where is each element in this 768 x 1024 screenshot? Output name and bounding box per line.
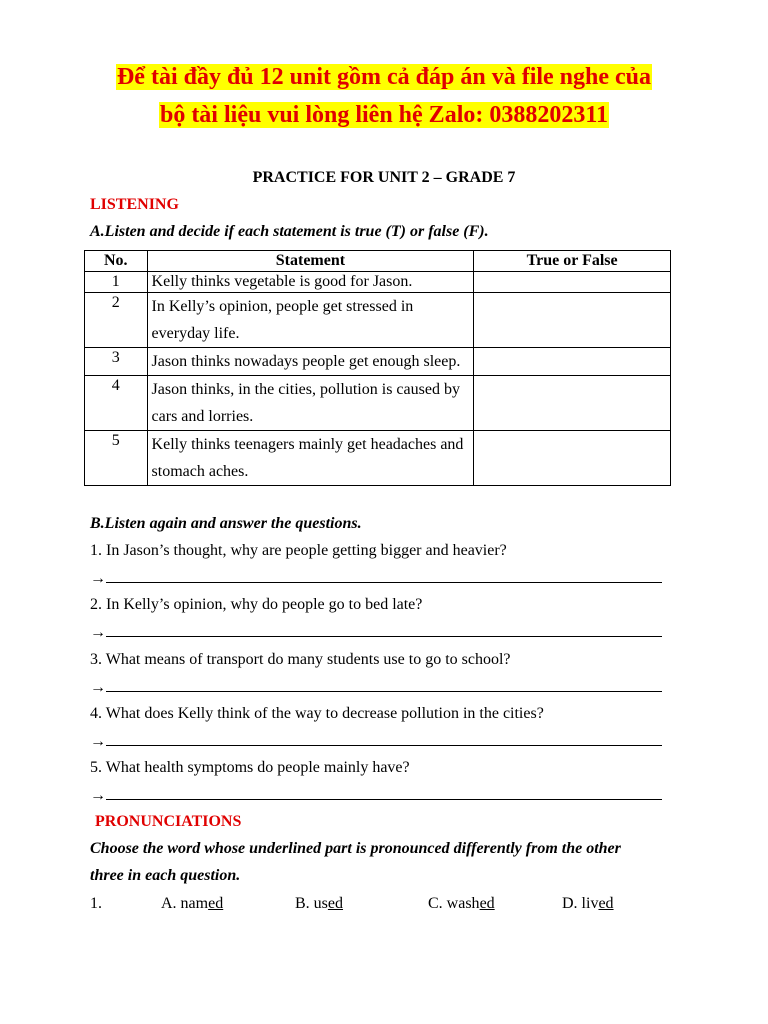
question-number: 1.	[90, 895, 102, 912]
header-true-false: True or False	[474, 251, 671, 272]
table-row	[85, 293, 671, 348]
table-row	[85, 272, 671, 293]
option-c[interactable]: C. washed	[428, 895, 495, 912]
row-number: 1	[85, 272, 148, 293]
answer-line-1[interactable]: →	[90, 569, 662, 588]
row-statement: Jason thinks nowadays people get enough sleep.	[147, 348, 474, 376]
row-answer-cell[interactable]	[474, 348, 671, 376]
question-2: 2. In Kelly’s opinion, why do people go to bed late?	[90, 596, 423, 613]
worksheet-title: PRACTICE FOR UNIT 2 – GRADE 7	[252, 169, 516, 186]
pronunciation-instruction-line-1: Choose the word whose underlined part is pronounced differently from the other	[90, 840, 621, 857]
row-statement: Jason thinks, in the cities, pollution is caused by cars and lorries.	[147, 376, 474, 431]
part-b-instruction: B.Listen again and answer the questions.	[90, 515, 362, 532]
table-row	[85, 348, 671, 376]
true-false-table	[84, 250, 671, 486]
row-number: 2	[85, 293, 148, 348]
question-5: 5. What health symptoms do people mainly have?	[90, 759, 410, 776]
question-4: 4. What does Kelly think of the way to decrease pollution in the cities?	[90, 705, 544, 722]
option-d[interactable]: D. lived	[562, 895, 614, 912]
question-3: 3. What means of transport do many students use to go to school?	[90, 651, 511, 668]
row-number: 5	[85, 431, 148, 486]
answer-line-3[interactable]: →	[90, 678, 662, 697]
promo-banner-line-1: Để tài đầy đủ 12 unit gồm cả đáp án và file nghe của	[116, 64, 652, 90]
row-number: 4	[85, 376, 148, 431]
row-statement: Kelly thinks teenagers mainly get headaches and stomach aches.	[147, 431, 474, 486]
pronunciations-heading: PRONUNCIATIONS	[95, 813, 242, 830]
part-a-instruction: A.Listen and decide if each statement is true (T) or false (F).	[90, 223, 489, 240]
row-statement: Kelly thinks vegetable is good for Jason.	[147, 272, 474, 293]
question-1: 1. In Jason’s thought, why are people getting bigger and heavier?	[90, 542, 507, 559]
row-answer-cell[interactable]	[474, 376, 671, 431]
header-statement: Statement	[147, 251, 474, 272]
option-a[interactable]: A. named	[161, 895, 224, 912]
pronunciation-instruction-line-2: three in each question.	[90, 867, 241, 884]
answer-line-2[interactable]: →	[90, 623, 662, 642]
table-header-row	[85, 251, 671, 272]
row-statement: In Kelly’s opinion, people get stressed in everyday life.	[147, 293, 474, 348]
header-no: No.	[85, 251, 148, 272]
answer-line-5[interactable]: →	[90, 786, 662, 805]
listening-heading: LISTENING	[90, 196, 179, 213]
table-row	[85, 376, 671, 431]
row-number: 3	[85, 348, 148, 376]
row-answer-cell[interactable]	[474, 293, 671, 348]
option-b[interactable]: B. used	[295, 895, 344, 912]
promo-banner-line-2: bộ tài liệu vui lòng liên hệ Zalo: 0388202311	[159, 102, 609, 128]
table-row	[85, 431, 671, 486]
answer-line-4[interactable]: →	[90, 732, 662, 751]
row-answer-cell[interactable]	[474, 272, 671, 293]
row-answer-cell[interactable]	[474, 431, 671, 486]
